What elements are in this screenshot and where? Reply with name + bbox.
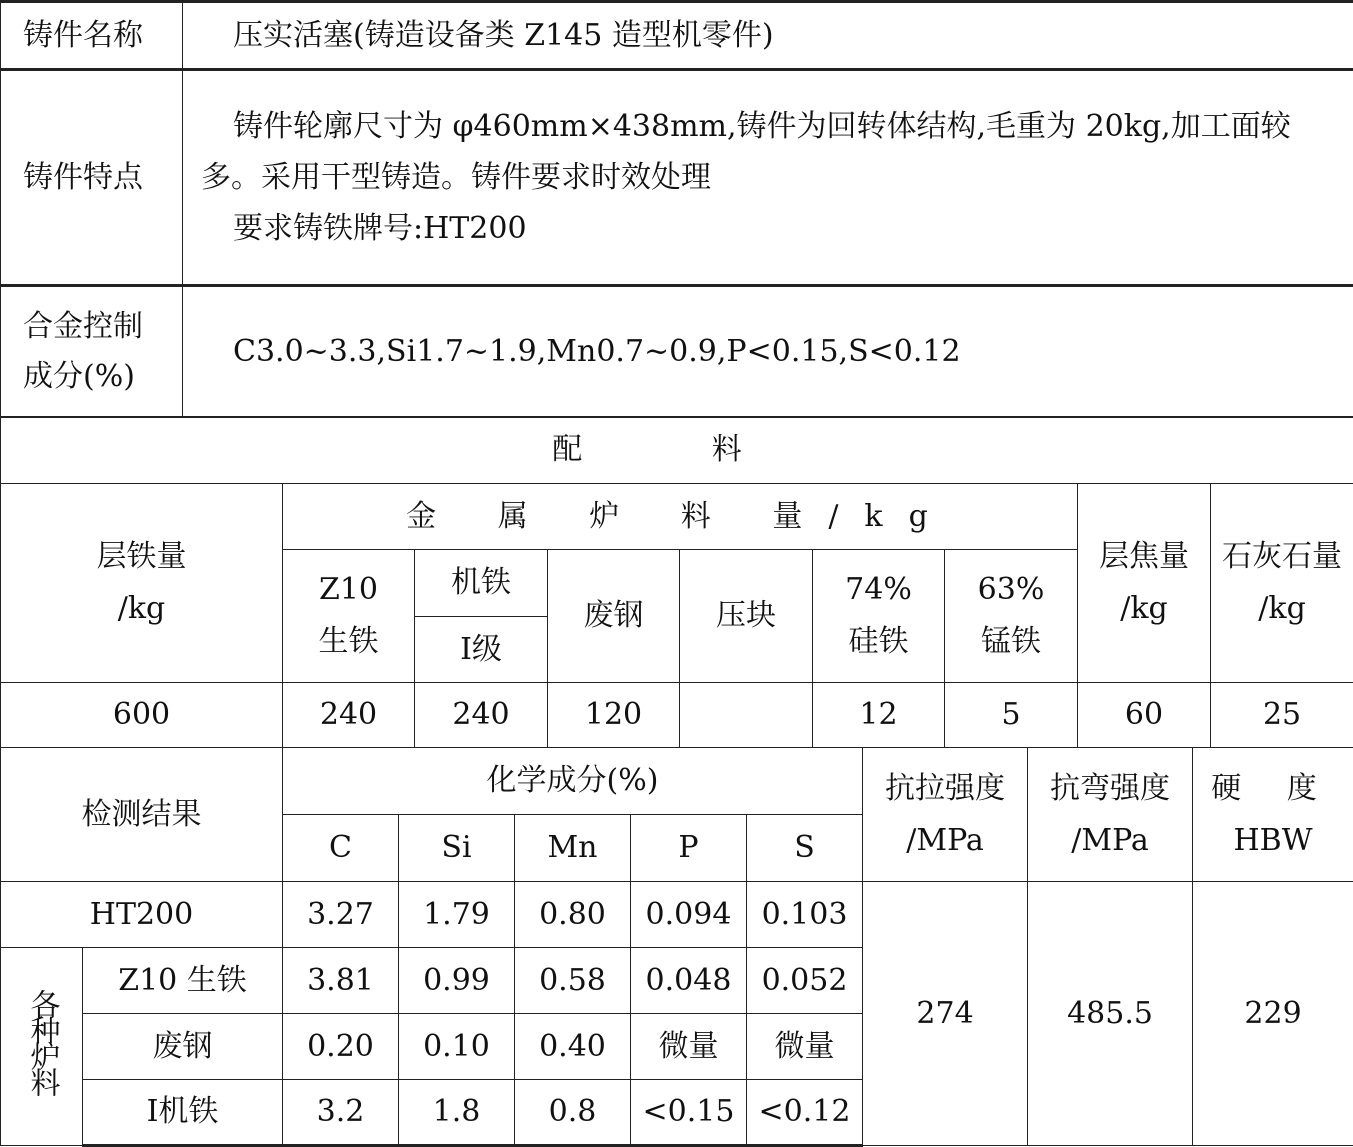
bending-label: 抗弯强度	[1050, 770, 1171, 806]
chem-composition-header: 化学成分(%)	[283, 748, 863, 815]
ht200-c: 3.27	[283, 882, 399, 948]
hardness-label: 硬 度	[1211, 770, 1335, 806]
charge-mn: 0.8	[515, 1080, 631, 1146]
hardness-unit: HBW	[1233, 822, 1313, 858]
element-p-header: P	[631, 815, 747, 882]
casting-features-row	[1, 70, 1353, 286]
tensile-value: 274	[863, 882, 1028, 1146]
charge-c: 3.81	[283, 948, 399, 1014]
charge-s: <0.12	[747, 1080, 863, 1146]
results-header-row-1	[1, 748, 1353, 815]
z10-pig-iron-header	[283, 550, 415, 683]
machine-iron-value: 240	[415, 683, 548, 748]
limestone-label: 石灰石量	[1222, 539, 1343, 574]
features-paragraph	[201, 101, 1339, 203]
charge-name: Z10 生铁	[83, 948, 283, 1014]
charge-p: 0.048	[631, 948, 747, 1014]
test-results-table	[0, 747, 1353, 1147]
alloy-label-line1: 合金控制	[23, 309, 143, 344]
layer-iron-unit: /kg	[117, 591, 166, 626]
bending-value: 485.5	[1028, 882, 1193, 1146]
alloy-label-line2: 成分(%)	[23, 359, 135, 394]
layer-iron-label: 层铁量	[96, 539, 187, 574]
charge-mn: 0.58	[515, 948, 631, 1014]
coke-header	[1078, 484, 1211, 683]
z10-header-top: Z10	[318, 572, 379, 607]
bending-unit: /MPa	[1071, 822, 1149, 858]
ferromanganese-header-top: 63%	[977, 572, 1045, 607]
charge-si: 1.8	[399, 1080, 515, 1146]
charge-name: Ⅰ机铁	[83, 1080, 283, 1146]
scrap-steel-value: 120	[548, 683, 680, 748]
charge-group-text: 各种炉料	[24, 989, 60, 1093]
charge-c: 0.20	[283, 1014, 399, 1080]
z10-value: 240	[283, 683, 415, 748]
ht200-p: 0.094	[631, 882, 747, 948]
element-c-header: C	[283, 815, 399, 882]
element-si-header: Si	[399, 815, 515, 882]
ferrosilicon-header	[813, 550, 945, 683]
charge-mn: 0.40	[515, 1014, 631, 1080]
coke-label: 层焦量	[1099, 539, 1189, 574]
tensile-label: 抗拉强度	[885, 770, 1006, 806]
bending-header	[1028, 748, 1193, 882]
element-mn-header: Mn	[515, 815, 631, 882]
features-text: 铸件轮廓尺寸为 φ460mm×438mm,铸件为回转体结构,毛重为 20kg,加工面较多。采用干型铸造。铸件要求时效处理	[201, 109, 1291, 195]
burden-values-row	[1, 683, 1353, 748]
casting-features-value	[183, 70, 1353, 286]
charge-p: 微量	[631, 1014, 747, 1080]
limestone-header	[1211, 484, 1353, 683]
ferrosilicon-value: 12	[813, 683, 945, 748]
casting-info-table	[0, 0, 1353, 418]
coke-unit: /kg	[1120, 591, 1168, 626]
metal-charge-header: 金 属 炉 料 量/kg	[283, 484, 1078, 550]
limestone-value: 25	[1211, 683, 1353, 748]
tensile-unit: /MPa	[906, 822, 984, 858]
ht200-row	[1, 882, 1353, 948]
tensile-header	[863, 748, 1028, 882]
ferromanganese-header-bottom: 锰铁	[981, 624, 1041, 659]
machine-iron-header-top: 机铁	[415, 550, 548, 617]
ht200-label: HT200	[1, 882, 283, 948]
ferrosilicon-header-top: 74%	[845, 572, 912, 607]
machine-iron-header-bottom: Ⅰ级	[415, 617, 548, 683]
briquette-value	[680, 683, 813, 748]
charge-s: 微量	[747, 1014, 863, 1080]
burden-header-row-1	[1, 484, 1353, 550]
ht200-mn: 0.80	[515, 882, 631, 948]
charge-group-label	[1, 948, 83, 1146]
charge-si: 0.10	[399, 1014, 515, 1080]
results-label: 检测结果	[1, 748, 283, 882]
hardness-value: 229	[1193, 882, 1353, 1146]
ferromanganese-header	[945, 550, 1078, 683]
ferromanganese-value: 5	[945, 683, 1078, 748]
charge-p: <0.15	[631, 1080, 747, 1146]
alloy-control-label	[1, 286, 183, 418]
layer-iron-header	[1, 484, 283, 683]
charge-si: 0.99	[399, 948, 515, 1014]
alloy-control-row	[1, 286, 1353, 418]
hardness-header	[1193, 748, 1353, 882]
charge-s: 0.052	[747, 948, 863, 1014]
charge-name: 废钢	[83, 1014, 283, 1080]
casting-features-label: 铸件特点	[1, 70, 183, 286]
casting-name-row	[1, 2, 1353, 70]
grade-text: 要求铸铁牌号:HT200	[233, 211, 527, 246]
z10-header-bottom: 生铁	[318, 624, 379, 659]
briquette-header: 压块	[680, 550, 813, 683]
charge-c: 3.2	[283, 1080, 399, 1146]
burden-title: 配 料	[1, 417, 1353, 484]
coke-value: 60	[1078, 683, 1211, 748]
limestone-unit: /kg	[1258, 591, 1306, 626]
ht200-si: 1.79	[399, 882, 515, 948]
burden-table	[0, 416, 1353, 748]
casting-name-value: 压实活塞(铸造设备类 Z145 造型机零件)	[183, 2, 1353, 70]
layer-iron-value: 600	[1, 683, 283, 748]
ferrosilicon-header-bottom: 硅铁	[848, 624, 909, 659]
element-s-header: S	[747, 815, 863, 882]
ht200-s: 0.103	[747, 882, 863, 948]
casting-name-label: 铸件名称	[1, 2, 183, 70]
scrap-steel-header: 废钢	[548, 550, 680, 683]
burden-title-row	[1, 417, 1353, 484]
alloy-control-value: C3.0~3.3,Si1.7~1.9,Mn0.7~0.9,P<0.15,S<0.12	[183, 286, 1353, 418]
grade-requirement	[201, 203, 1339, 254]
